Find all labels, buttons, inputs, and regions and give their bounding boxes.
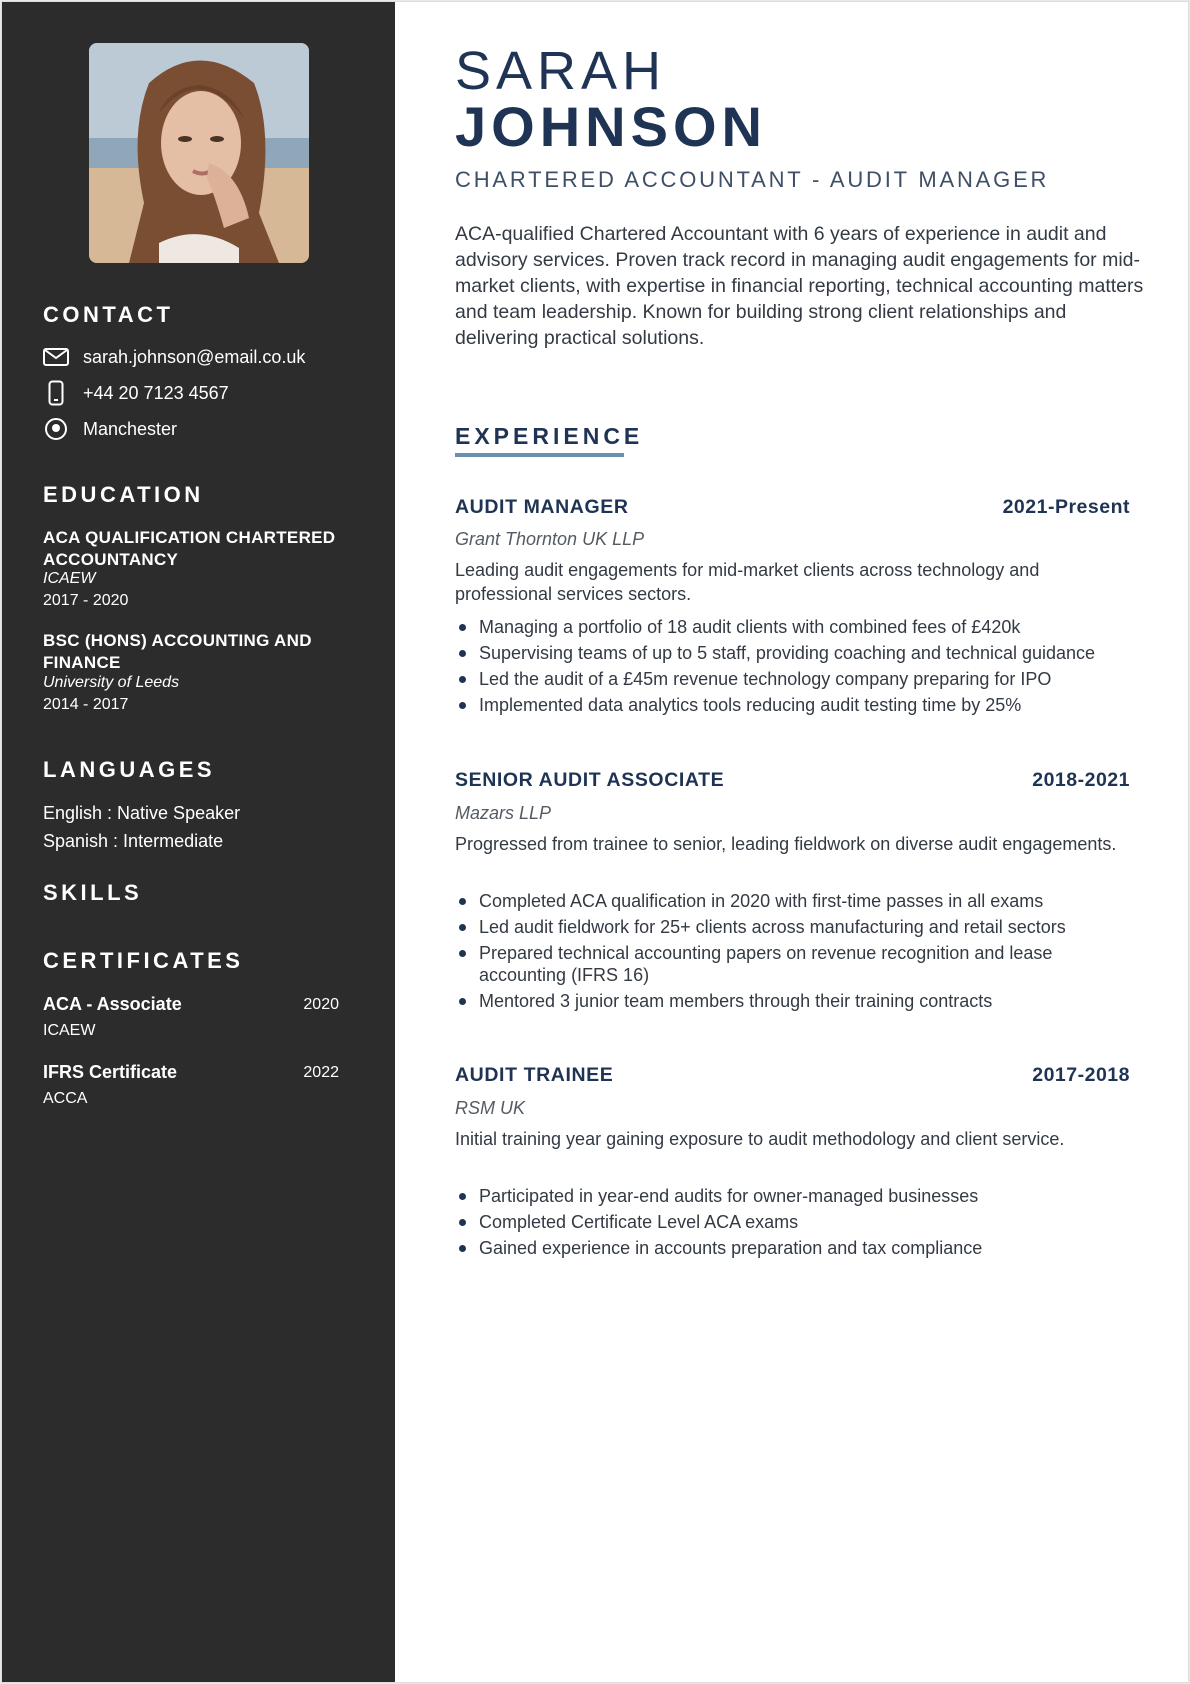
contact-location xyxy=(43,416,177,442)
list-item: Prepared technical accounting papers on revenue recognition and lease accounting (IFRS 16) xyxy=(455,942,1135,986)
list-item: Supervising teams of up to 5 staff, providing coaching and technical guidance xyxy=(455,642,1135,664)
list-item: Led audit fieldwork for 25+ clients across manufacturing and retail sectors xyxy=(455,916,1135,938)
certificate-year: 2020 xyxy=(303,996,339,1013)
education-institution: ICAEW xyxy=(43,570,96,587)
education-years: 2014 - 2017 xyxy=(43,696,129,713)
job-company: RSM UK xyxy=(455,1098,526,1118)
job-dates: 2021-Present xyxy=(1002,496,1130,518)
contact-phone[interactable] xyxy=(43,380,229,406)
list-item: Managing a portfolio of 18 audit clients with combined fees of £420k xyxy=(455,616,1135,638)
certificate-org: ACCA xyxy=(43,1090,88,1107)
profile-summary: ACA-qualified Chartered Accountant with 6 years of experience in audit and advisory services. Proven track record in managing audit engagements for mid-market clients, with expertise in financial reporting, technical accounting matters and team leadership. Known for building strong client relationships and delivering practical solutions. xyxy=(455,223,1144,349)
job-description: Leading audit engagements for mid-market clients across technology and professional services sectors. xyxy=(455,560,1040,604)
job-bullets xyxy=(455,616,1135,720)
job-description: Progressed from trainee to senior, leading fieldwork on diverse audit engagements. xyxy=(455,834,1117,854)
job-bullets xyxy=(455,890,1135,1016)
job-bullets xyxy=(455,1185,1135,1263)
education-heading: EDUCATION xyxy=(43,482,204,507)
job-dates: 2018-2021 xyxy=(1032,769,1130,791)
list-item: Mentored 3 junior team members through their training contracts xyxy=(455,990,1135,1012)
list-item: Gained experience in accounts preparation and tax compliance xyxy=(455,1237,1135,1259)
contact-heading: CONTACT xyxy=(43,302,174,327)
education-title: BSC (HONS) ACCOUNTING AND FINANCE xyxy=(43,631,312,672)
education-title: ACA QUALIFICATION CHARTERED ACCOUNTANCY xyxy=(43,528,336,569)
job-description: Initial training year gaining exposure to audit methodology and client service. xyxy=(455,1129,1065,1149)
certificates-heading: CERTIFICATES xyxy=(43,948,244,973)
list-item: Implemented data analytics tools reducing audit testing time by 25% xyxy=(455,694,1135,716)
email-text: sarah.johnson@email.co.uk xyxy=(83,346,306,367)
certificate-name: IFRS Certificate xyxy=(43,1062,178,1082)
sidebar xyxy=(2,2,395,1682)
job-title-heading: CHARTERED ACCOUNTANT - AUDIT MANAGER xyxy=(455,167,1050,192)
language-item: English : Native Speaker xyxy=(43,803,241,823)
job-company: Mazars LLP xyxy=(455,803,552,823)
list-item: Led the audit of a £45m revenue technology company preparing for IPO xyxy=(455,668,1135,690)
contact-email[interactable] xyxy=(43,344,305,370)
skills-heading: SKILLS xyxy=(43,880,143,905)
certificate-name: ACA - Associate xyxy=(43,994,182,1014)
phone-icon xyxy=(43,380,69,406)
job-title: AUDIT MANAGER xyxy=(455,496,629,518)
resume-page xyxy=(1,1,1189,1683)
envelope-icon xyxy=(43,344,69,370)
profile-photo xyxy=(89,43,309,263)
education-years: 2017 - 2020 xyxy=(43,592,129,609)
phone-text: +44 20 7123 4567 xyxy=(83,382,229,403)
job-title: SENIOR AUDIT ASSOCIATE xyxy=(455,769,725,791)
list-item: Participated in year-end audits for owner-managed businesses xyxy=(455,1185,1135,1207)
language-item: Spanish : Intermediate xyxy=(43,831,224,851)
education-institution: University of Leeds xyxy=(43,674,180,691)
list-item: Completed Certificate Level ACA exams xyxy=(455,1211,1135,1233)
list-item: Completed ACA qualification in 2020 with first-time passes in all exams xyxy=(455,890,1135,912)
location-pin-icon xyxy=(43,416,69,442)
job-title: AUDIT TRAINEE xyxy=(455,1064,614,1086)
experience-underline xyxy=(455,453,624,457)
location-text: Manchester xyxy=(83,418,178,439)
languages-heading: LANGUAGES xyxy=(43,757,216,782)
job-dates: 2017-2018 xyxy=(1032,1064,1130,1086)
job-company: Grant Thornton UK LLP xyxy=(455,529,645,549)
certificate-org: ICAEW xyxy=(43,1022,96,1039)
first-name: SARAH xyxy=(455,41,667,101)
certificate-year: 2022 xyxy=(303,1064,339,1081)
experience-heading: EXPERIENCE xyxy=(455,423,644,449)
last-name: JOHNSON xyxy=(455,95,767,158)
